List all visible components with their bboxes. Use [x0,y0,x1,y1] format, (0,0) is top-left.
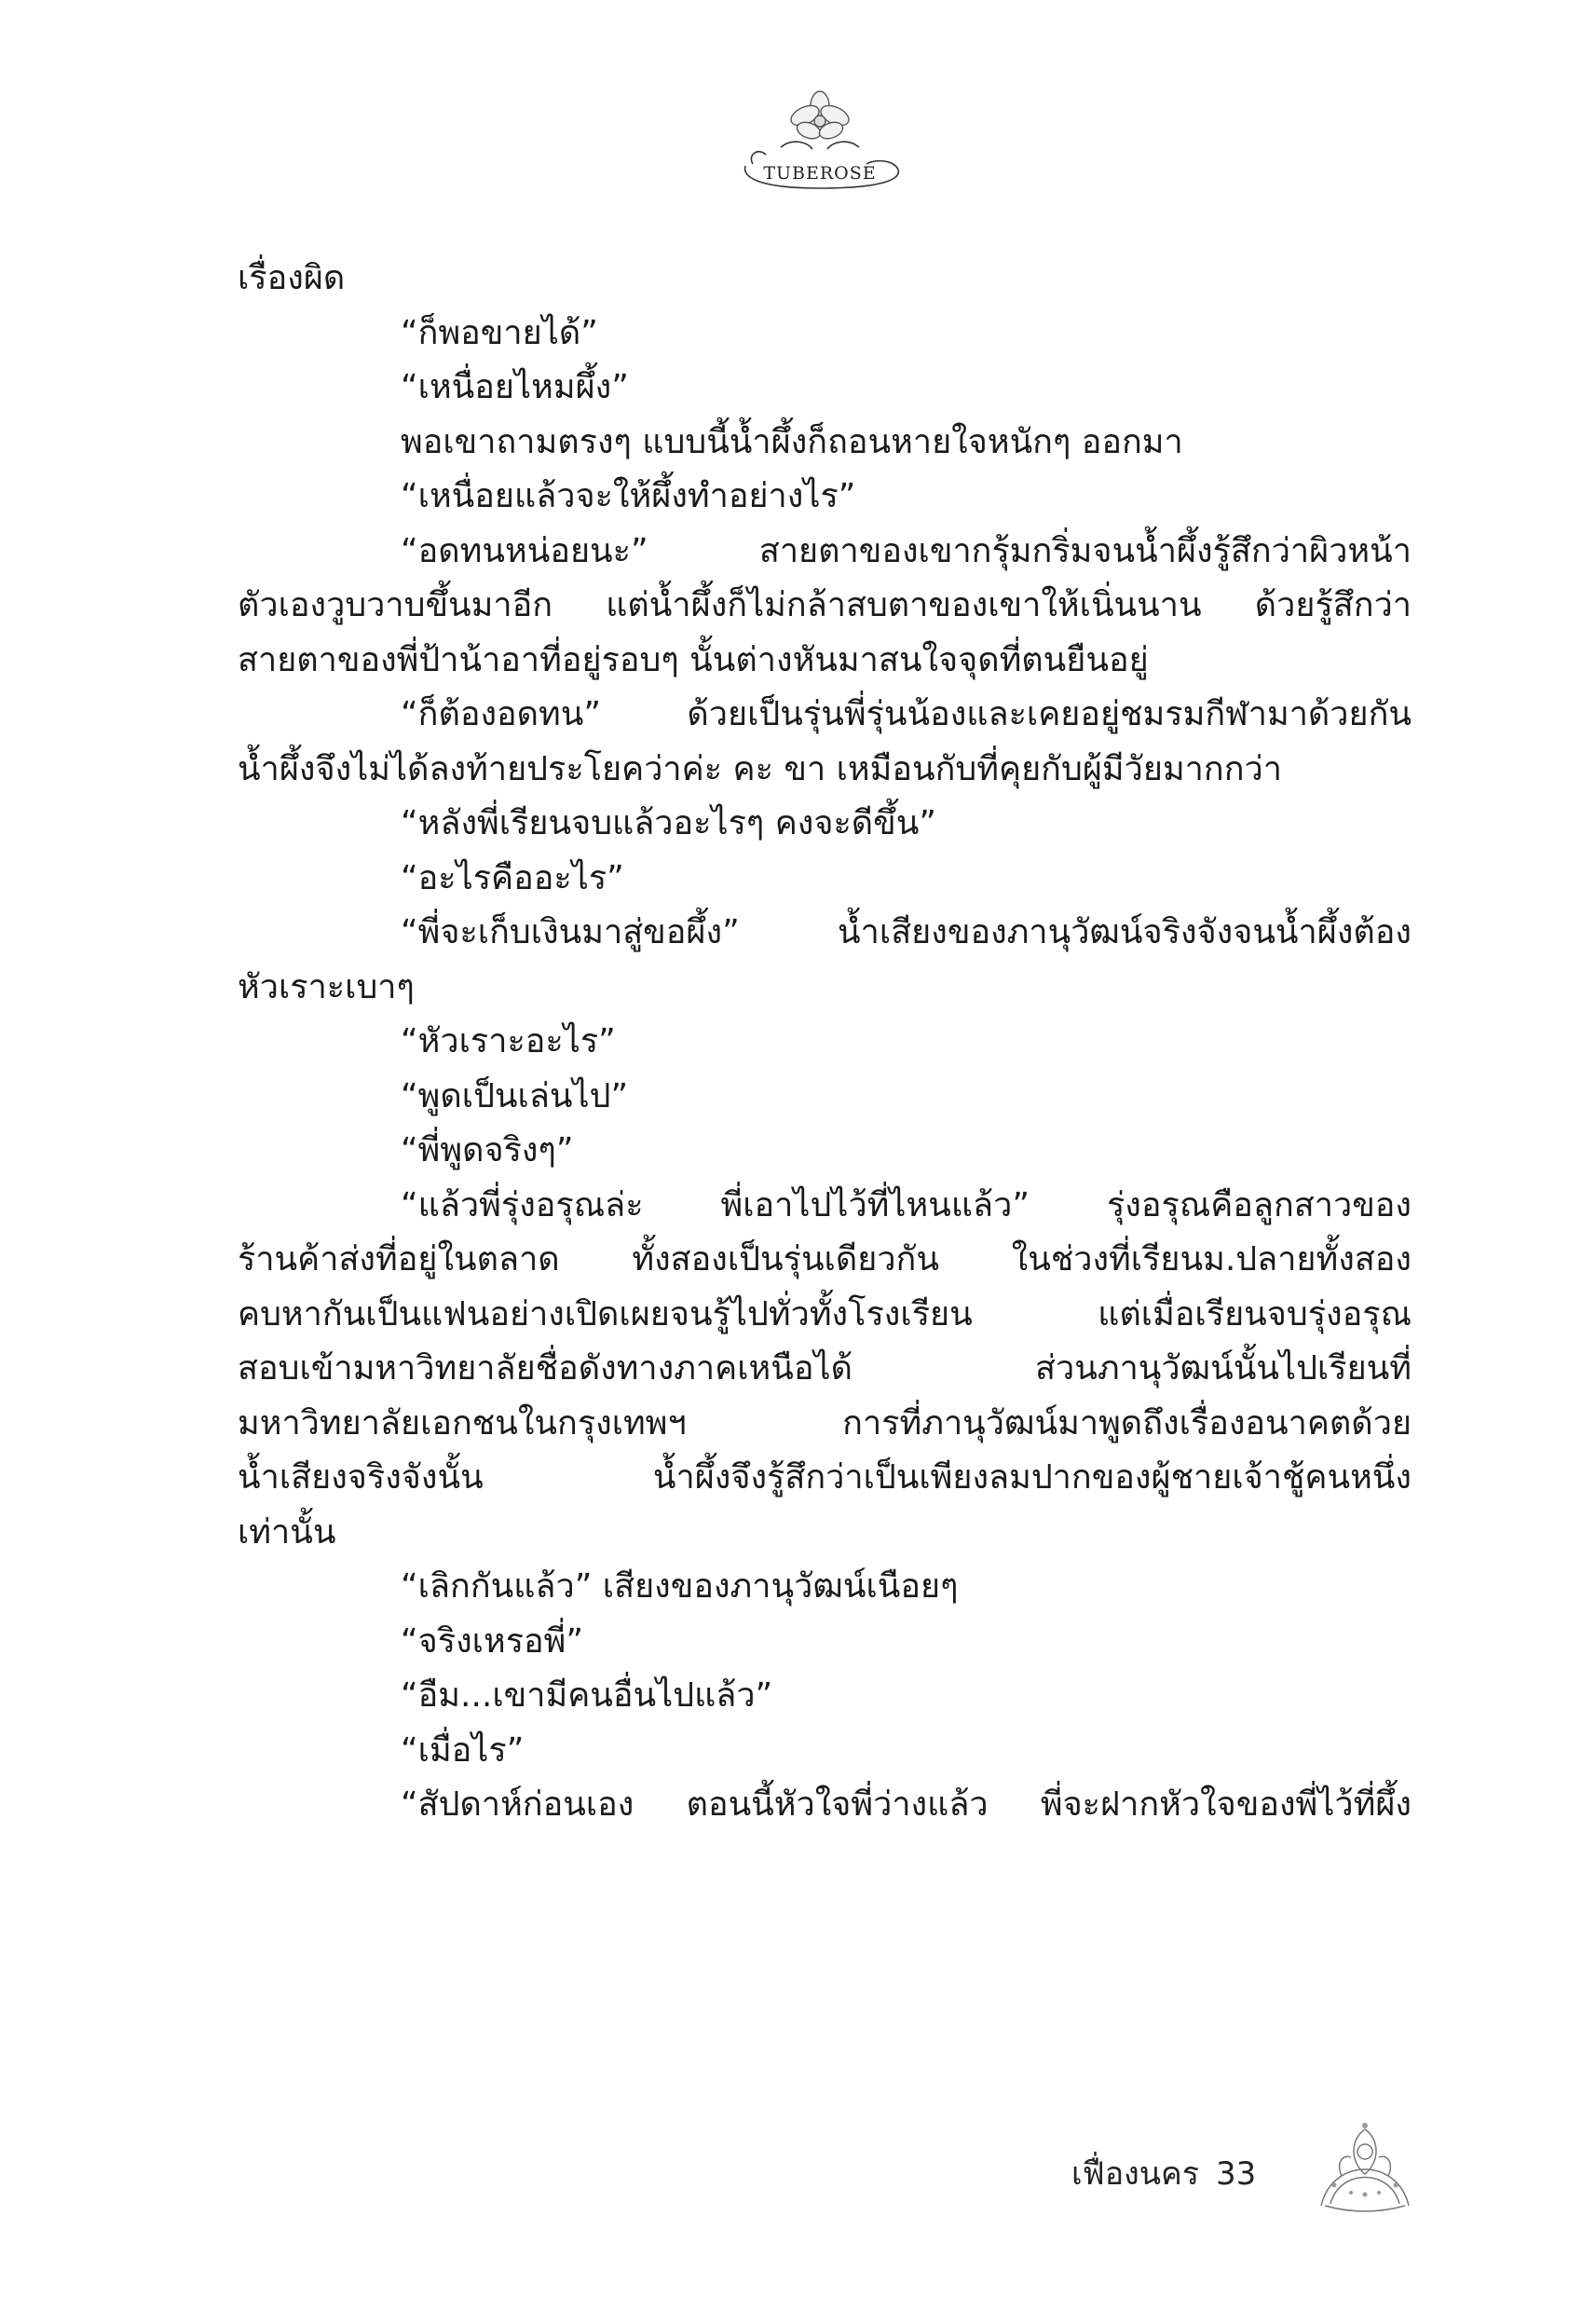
text-line: “ก็ต้องอดทน” ด้วยเป็นรุ่นพี่รุ่นน้องและเคยอยู่ชมรมกีฬามาด้วยกัน [401,695,1412,733]
folio [1071,2148,1256,2198]
text-line: น้ำผึ้งจึงไม่ได้ลงท้ายประโยคว่าค่ะ คะ ขา เหมือนกับที่คุยกับผู้มีวัยมากกว่า [238,749,1282,788]
text-line: “อดทนหน่อยนะ” สายตาของเขากรุ้มกริ่มจนน้ำผึ้งรู้สึกว่าผิวหน้า [401,531,1412,570]
tiara-icon [1314,2120,1416,2218]
logo-wordmark: TUBEROSE [763,163,877,184]
text-line: “อะไรคืออะไร” [401,858,624,897]
text-line: “หัวเราะอะไร” [401,1022,616,1060]
page-footer [1071,2120,1407,2232]
text-line: พอเขาถามตรงๆ แบบนี้น้ำผึ้งก็ถอนหายใจหนักๆ ออกมา [401,422,1183,461]
text-line: “เลิกกันแล้ว” เสียงของภานุวัฒน์เนือยๆ [401,1567,959,1606]
text-line: เรื่องผิด [238,259,346,297]
text-line: “พี่พูดจริงๆ” [401,1131,574,1169]
text-line: สายตาของพี่ป้าน้าอาที่อยู่รอบๆ นั้นต่างหันมาสนใจจุดที่ตนยืนอยู่ [238,640,1149,679]
text-line: สอบเข้ามหาวิทยาลัยชื่อดังทางภาคเหนือได้ ส่วนภานุวัฒน์นั้นไปเรียนที่ [238,1349,1412,1388]
text-line: ตัวเองวูบวาบขึ้นมาอีก แต่น้ำผึ้งก็ไม่กล้าสบตาของเขาให้เนิ่นนาน ด้วยรู้สึกว่า [238,586,1412,624]
text-line: น้ำเสียงจริงจังนั้น น้ำผึ้งจึงรู้สึกว่าเป็นเพียงลมปากของผู้ชายเจ้าชู้คนหนึ่ง [238,1458,1412,1497]
text-line: “พี่จะเก็บเงินมาสู่ขอผึ้ง” น้ำเสียงของภานุวัฒน์จริงจังจนน้ำผึ้งต้อง [401,913,1412,951]
text-line: “สัปดาห์ก่อนเอง ตอนนี้หัวใจพี่ว่างแล้ว พี่จะฝากหัวใจของพี่ไว้ที่ผึ้ง [401,1785,1412,1824]
text-line: เท่านั้น [238,1512,336,1552]
tuberose-flower-icon [727,89,913,201]
header-logo [727,89,913,201]
text-line: “เหนื่อยไหมผึ้ง” [401,368,629,406]
page-number: 33 [1215,2155,1257,2193]
text-line: คบหากันเป็นแฟนอย่างเปิดเผยจนรู้ไปทั่วทั้งโรงเรียน แต่เมื่อเรียนจบรุ่งอรุณ [238,1294,1412,1333]
text-line: “ก็พอขายได้” [401,313,598,352]
text-line: “อืม...เขามีคนอื่นไปแล้ว” [401,1676,773,1715]
book-title: เฟื่องนคร [1071,2155,1199,2193]
text-line: หัวเราะเบาๆ [238,967,415,1006]
text-line: ร้านค้าส่งที่อยู่ในตลาด ทั้งสองเป็นรุ่นเดียวกัน ในช่วงที่เรียนม.ปลายทั้งสอง [238,1240,1412,1279]
text-line: “แล้วพี่รุ่งอรุณล่ะ พี่เอาไปไว้ที่ไหนแล้ว” รุ่งอรุณคือลูกสาวของ [401,1185,1412,1224]
body-text [238,252,1412,1833]
text-line: “เหนื่อยแล้วจะให้ผึ้งทำอย่างไร” [401,477,856,515]
text-line: “พูดเป็นเล่นไป” [401,1076,629,1115]
text-line: “หลังพี่เรียนจบแล้วอะไรๆ คงจะดีขึ้น” [401,804,937,842]
text-line: มหาวิทยาลัยเอกชนในกรุงเทพฯ การที่ภานุวัฒน์มาพูดถึงเรื่องอนาคตด้วย [238,1403,1412,1443]
text-line: “จริงเหรอพี่” [401,1621,584,1661]
text-line: “เมื่อไร” [401,1730,525,1770]
